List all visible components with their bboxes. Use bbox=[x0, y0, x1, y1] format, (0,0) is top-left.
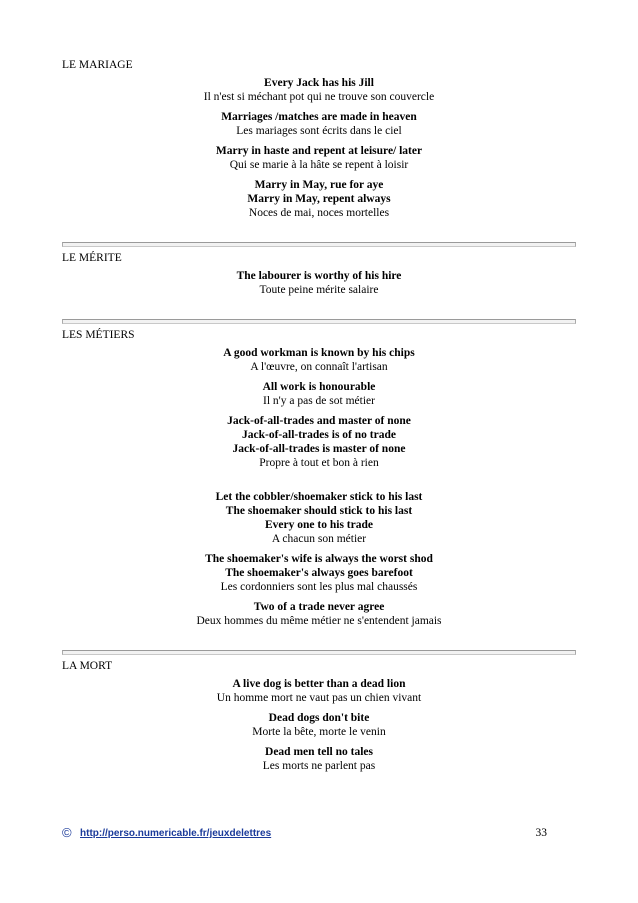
english-proverb: The shoemaker's always goes barefoot bbox=[225, 567, 413, 579]
french-proverb: Morte la bête, morte le venin bbox=[252, 726, 386, 738]
proverb-entry bbox=[187, 144, 451, 172]
french-proverb: Les mariages sont écrits dans le ciel bbox=[236, 125, 402, 137]
section-title: LA MORT bbox=[62, 660, 113, 672]
english-proverb: Marriages /matches are made in heaven bbox=[221, 111, 417, 123]
proverb-entry bbox=[187, 380, 451, 408]
french-proverb: Un homme mort ne vaut pas un chien vivant bbox=[216, 692, 422, 704]
english-proverb: Every Jack has his Jill bbox=[264, 77, 374, 89]
french-proverb: Qui se marie à la hâte se repent à loisir bbox=[229, 159, 409, 171]
proverb-list bbox=[187, 346, 451, 628]
proverb-entry bbox=[187, 76, 451, 104]
english-proverb: Marry in May, repent always bbox=[247, 193, 391, 205]
english-proverb: Dead dogs don't bite bbox=[268, 712, 370, 724]
proverb-list bbox=[187, 76, 451, 220]
proverb-entry bbox=[187, 269, 451, 297]
page-number: 33 bbox=[535, 827, 547, 839]
english-proverb: A good workman is known by his chips bbox=[223, 347, 415, 359]
french-proverb: Toute peine mérite salaire bbox=[259, 284, 379, 296]
french-proverb: Il n'est si méchant pot qui ne trouve son couvercle bbox=[203, 91, 435, 103]
proverb-entry bbox=[187, 346, 451, 374]
proverb-list bbox=[187, 269, 451, 297]
proverb-entry bbox=[187, 552, 451, 594]
page-footer bbox=[62, 826, 547, 842]
section-divider bbox=[62, 650, 576, 655]
english-proverb: All work is honourable bbox=[262, 381, 376, 393]
section-divider bbox=[62, 242, 576, 247]
proverb-entry bbox=[187, 745, 451, 773]
proverb-entry bbox=[187, 677, 451, 705]
english-proverb: Marry in haste and repent at leisure/ later bbox=[215, 145, 423, 157]
english-proverb: A live dog is better than a dead lion bbox=[232, 678, 406, 690]
section-divider bbox=[62, 319, 576, 324]
proverb-entry bbox=[187, 110, 451, 138]
french-proverb: Les cordonniers sont les plus mal chaussés bbox=[220, 581, 418, 593]
english-proverb: Jack-of-all-trades and master of none bbox=[227, 415, 411, 427]
english-proverb: Marry in May, rue for aye bbox=[254, 179, 384, 191]
section-title: LE MARIAGE bbox=[62, 59, 133, 71]
english-proverb: The labourer is worthy of his hire bbox=[236, 270, 402, 282]
french-proverb: A chacun son métier bbox=[271, 533, 367, 545]
english-proverb: Jack-of-all-trades is of no trade bbox=[242, 429, 396, 441]
copyright-icon: © bbox=[62, 825, 72, 840]
french-proverb: Deux hommes du même métier ne s'entendent jamais bbox=[196, 615, 442, 627]
section-title: LES MÉTIERS bbox=[62, 329, 135, 341]
english-proverb: The shoemaker should stick to his last bbox=[225, 505, 413, 517]
proverb-entry bbox=[187, 414, 451, 470]
english-proverb: Let the cobbler/shoemaker stick to his last bbox=[215, 491, 423, 503]
proverb-list bbox=[187, 677, 451, 773]
english-proverb: The shoemaker's wife is always the worst shod bbox=[205, 553, 433, 565]
french-proverb: A l'œuvre, on connaît l'artisan bbox=[250, 361, 388, 373]
proverb-entry bbox=[187, 178, 451, 220]
french-proverb: Propre à tout et bon à rien bbox=[259, 457, 379, 469]
proverb-entry bbox=[187, 711, 451, 739]
section-title: LE MÉRITE bbox=[62, 252, 122, 264]
footer-link[interactable]: http://perso.numericable.fr/jeuxdelettres bbox=[80, 828, 272, 839]
document-page bbox=[62, 58, 576, 773]
english-proverb: Dead men tell no tales bbox=[265, 746, 373, 758]
english-proverb: Two of a trade never agree bbox=[253, 601, 385, 613]
proverb-entry bbox=[187, 600, 451, 628]
english-proverb: Every one to his trade bbox=[265, 519, 373, 531]
french-proverb: Les morts ne parlent pas bbox=[262, 760, 376, 772]
english-proverb: Jack-of-all-trades is master of none bbox=[232, 443, 406, 455]
french-proverb: Noces de mai, noces mortelles bbox=[248, 207, 390, 219]
french-proverb: Il n'y a pas de sot métier bbox=[263, 395, 375, 407]
proverb-entry bbox=[187, 490, 451, 546]
